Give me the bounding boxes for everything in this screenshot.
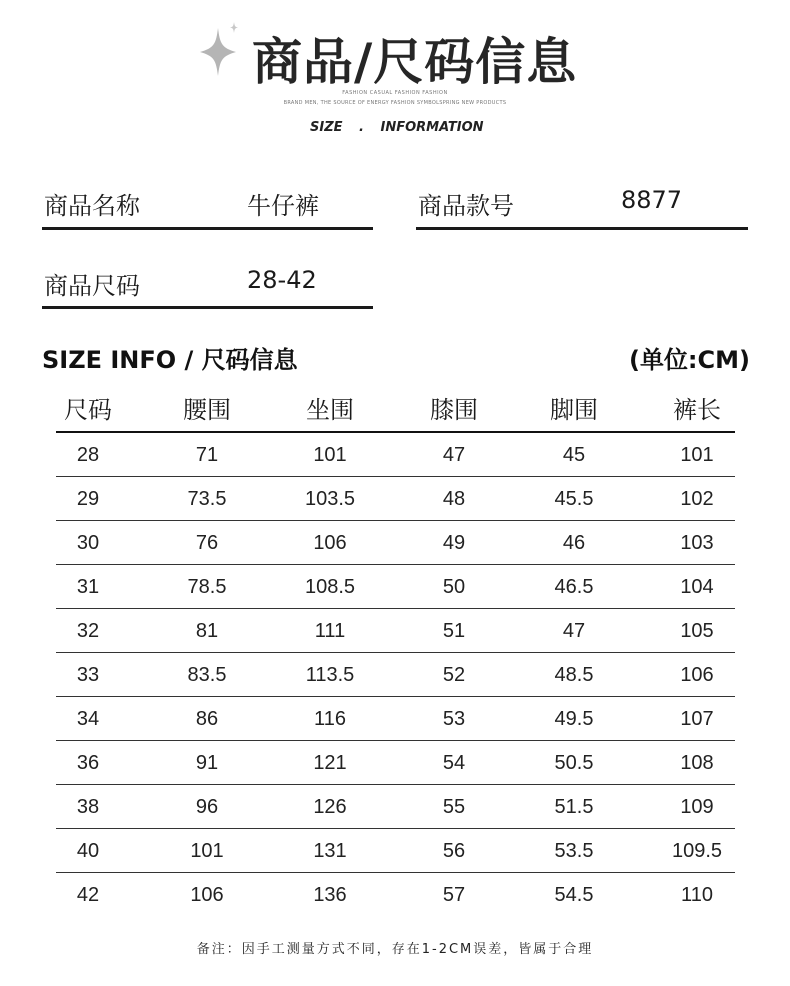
table-body	[56, 433, 735, 916]
table-cell: 111	[314, 620, 346, 642]
table-cell: 32	[76, 620, 100, 642]
table-cell: 110	[681, 884, 713, 906]
table-cell: 136	[313, 884, 347, 906]
table-cell: 105	[680, 620, 714, 642]
table-row	[56, 609, 735, 653]
table-cell: 86	[195, 708, 219, 730]
tagline-3: SIZE . INFORMATION	[310, 120, 484, 135]
column-header: 裤长	[673, 396, 721, 424]
table-cell: 55	[442, 796, 466, 818]
table-cell: 50.5	[554, 752, 594, 774]
product-name-label: 商品名称	[44, 192, 140, 220]
unit-label: (单位:CM)	[628, 346, 750, 374]
table-header	[56, 388, 735, 433]
product-size-value: 28-42	[247, 266, 317, 294]
table-row	[56, 521, 735, 565]
table-cell: 38	[76, 796, 100, 818]
table-cell: 30	[76, 532, 100, 554]
table-cell: 109.5	[671, 840, 723, 862]
product-model-value: 8877	[621, 186, 683, 214]
table-cell: 121	[313, 752, 347, 774]
size-table	[56, 388, 735, 916]
table-cell: 106	[680, 664, 714, 686]
table-cell: 76	[195, 532, 219, 554]
table-cell: 73.5	[187, 488, 227, 510]
table-cell: 47	[442, 444, 466, 466]
column-header: 尺码	[64, 396, 112, 424]
column-header: 膝围	[430, 396, 478, 424]
table-cell: 34	[76, 708, 100, 730]
table-cell: 106	[190, 884, 224, 906]
table-cell: 53	[442, 708, 466, 730]
table-cell: 51.5	[554, 796, 594, 818]
four-point-star-icon	[196, 20, 244, 82]
table-cell: 36	[76, 752, 100, 774]
table-cell: 46.5	[554, 576, 594, 598]
table-cell: 49	[442, 532, 466, 554]
column-header: 坐围	[306, 396, 354, 424]
table-cell: 126	[313, 796, 347, 818]
table-cell: 83.5	[187, 664, 227, 686]
table-cell: 57	[442, 884, 466, 906]
header	[0, 0, 790, 150]
table-cell: 51	[442, 620, 466, 642]
table-cell: 109	[680, 796, 714, 818]
table-cell: 31	[76, 576, 100, 598]
table-cell: 106	[313, 532, 347, 554]
table-row	[56, 697, 735, 741]
table-cell: 101	[680, 444, 714, 466]
table-row	[56, 565, 735, 609]
table-cell: 47	[562, 620, 586, 642]
table-row	[56, 653, 735, 697]
table-row	[56, 873, 735, 916]
divider	[42, 306, 373, 309]
table-cell: 101	[190, 840, 224, 862]
table-cell: 131	[313, 840, 347, 862]
table-cell: 107	[680, 708, 714, 730]
table-cell: 108	[680, 752, 714, 774]
table-cell: 116	[314, 708, 346, 730]
tagline-2: BRAND MEN, THE SOURCE OF ENERGY FASHION SYMBOLSPRING NEW PRODUCTS	[283, 100, 507, 106]
table-cell: 54	[442, 752, 466, 774]
product-name-value: 牛仔裤	[247, 192, 319, 220]
table-cell: 53.5	[554, 840, 594, 862]
table-cell: 91	[195, 752, 219, 774]
table-row	[56, 829, 735, 873]
table-cell: 42	[76, 884, 100, 906]
table-cell: 56	[442, 840, 466, 862]
product-size-label: 商品尺码	[44, 272, 140, 300]
table-cell: 103.5	[304, 488, 356, 510]
table-cell: 48.5	[554, 664, 594, 686]
table-row	[56, 741, 735, 785]
table-cell: 101	[313, 444, 347, 466]
table-row	[56, 785, 735, 829]
size-info-title: SIZE INFO / 尺码信息	[42, 346, 298, 374]
table-cell: 45.5	[554, 488, 594, 510]
table-cell: 102	[680, 488, 714, 510]
product-model-label: 商品款号	[418, 192, 514, 220]
table-cell: 29	[76, 488, 100, 510]
table-cell: 71	[195, 444, 219, 466]
divider	[42, 227, 373, 230]
column-header: 脚围	[550, 396, 598, 424]
table-row	[56, 477, 735, 521]
table-cell: 103	[680, 532, 714, 554]
table-row	[56, 433, 735, 477]
table-cell: 113.5	[305, 664, 355, 686]
table-cell: 48	[442, 488, 466, 510]
table-cell: 49.5	[554, 708, 594, 730]
table-cell: 96	[195, 796, 219, 818]
column-header: 腰围	[183, 396, 231, 424]
table-cell: 81	[195, 620, 219, 642]
table-cell: 52	[442, 664, 466, 686]
page-title: 商品/尺码信息	[252, 33, 578, 91]
table-cell: 78.5	[187, 576, 227, 598]
table-cell: 33	[76, 664, 100, 686]
divider	[416, 227, 748, 230]
table-cell: 104	[680, 576, 714, 598]
footer-note: 备注：因手工测量方式不同，存在1-2CM误差，皆属于合理	[196, 942, 594, 957]
table-cell: 50	[442, 576, 466, 598]
table-cell: 28	[76, 444, 100, 466]
table-cell: 45	[562, 444, 586, 466]
table-cell: 46	[562, 532, 586, 554]
tagline-1: FASHION CASUAL FASHION FASHION	[342, 90, 448, 96]
table-cell: 40	[76, 840, 100, 862]
table-cell: 54.5	[554, 884, 594, 906]
table-cell: 108.5	[304, 576, 356, 598]
